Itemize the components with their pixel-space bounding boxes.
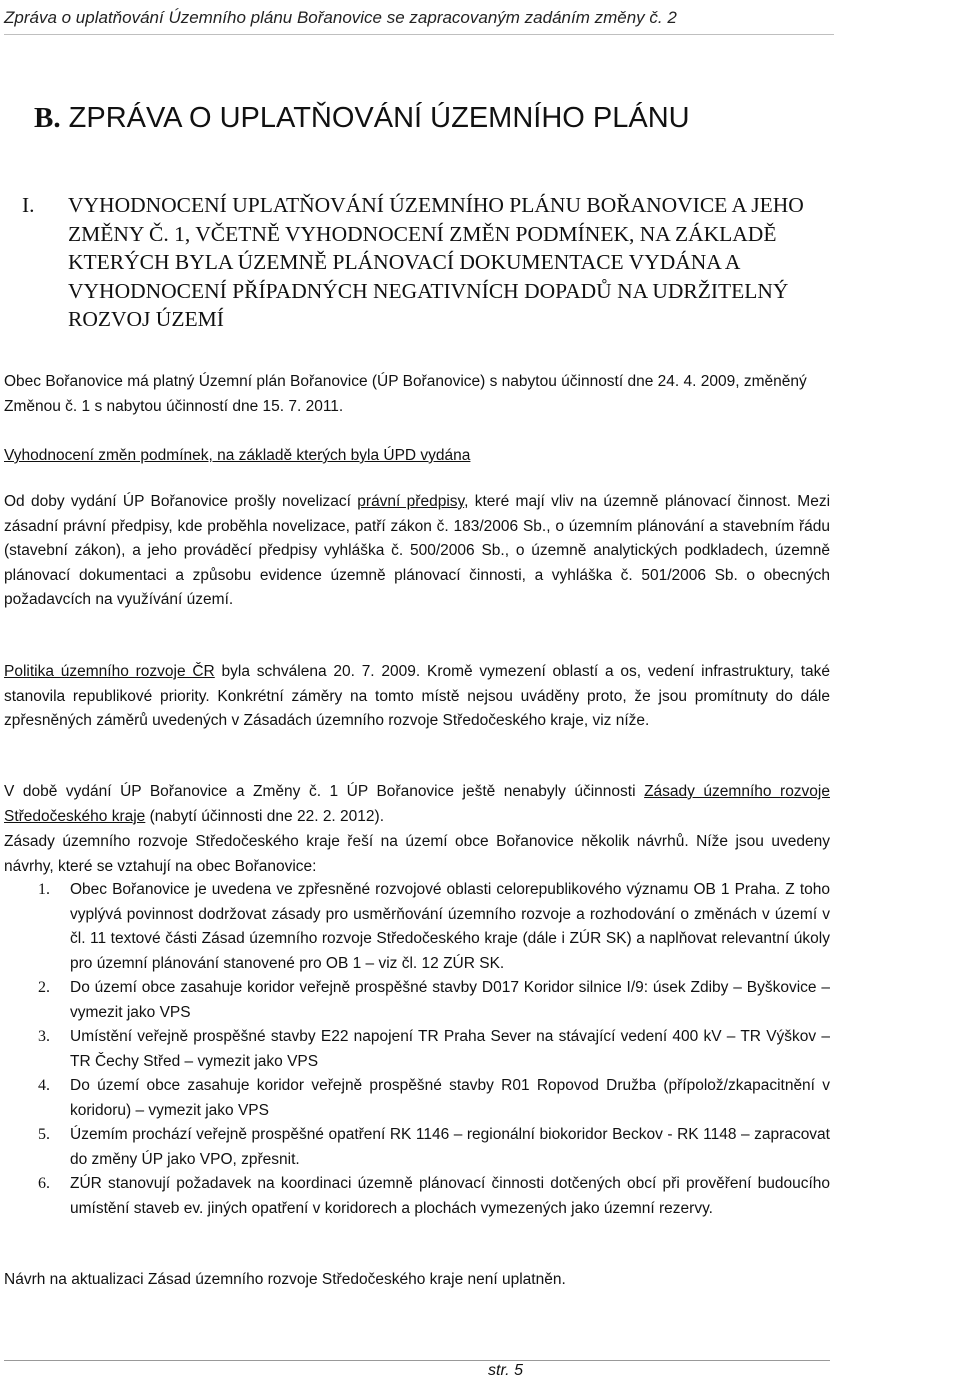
closing-paragraph: Návrh na aktualizaci Zásad územního rozvoje Středočeského kraje není uplatněn. xyxy=(4,1271,566,1288)
list-item xyxy=(4,1123,830,1172)
paragraph-legal-b: , které mají vliv na územně plánovací činnost. Mezi zásadní právní předpisy, kde proběhla novelizace, patří zákon č. 183/2006 Sb., o územním plánování a stavebním řádu (stavební zákon), a jeho prováděcí předpisy vyhláška č. 500/2006 Sb., o územně analytických podkladech, územně plánovací dokumentaci a způsobu evidence územně plánovací činnosti, a vyhláška č. 501/2006 Sb. o obecných požadavcích na využívání území. xyxy=(4,493,831,608)
page-number: str. 5 xyxy=(488,1362,523,1379)
list-marker: 1. xyxy=(38,881,50,898)
proposal-list xyxy=(4,878,830,1221)
list-item-text: ZÚR stanovují požadavek na koordinaci územně plánovací činnosti dotčených obcí při prověření budoucího umístění staveb ev. jiných opatření v koridorech a plochách vymezených jako územní rezervy. xyxy=(70,1175,830,1217)
list-item-text: Do území obce zasahuje koridor veřejně prospěšné stavby D017 Koridor silnice I/9: úsek Zdiby – Byškovice – vymezit jako VPS xyxy=(70,979,830,1021)
section-title: VYHODNOCENÍ UPLATŇOVÁNÍ ÚZEMNÍHO PLÁNU BOŘANOVICE A JEHO ZMĚNY Č. 1, VČETNĚ VYHODNOCENÍ ZMĚN PODMÍNEK, NA ZÁKLADĚ KTERÝCH BYLA ÚZEMNĚ PLÁNOVACÍ DOKUMENTACE VYDÁNA A VYHODNOCENÍ PŘÍPADNÝCH NEGATIVNÍCH DOPADŮ NA UDRŽITELNÝ ROZVOJ ÚZEMÍ xyxy=(68,193,804,331)
list-marker: 5. xyxy=(38,1126,50,1143)
list-marker: 6. xyxy=(38,1175,50,1192)
list-item-text: Umístění veřejně prospěšné stavby E22 napojení TR Praha Sever na stávající vedení 400 kV – TR Výškov – TR Čechy Střed – vymezit jako VPS xyxy=(70,1028,830,1070)
legal-regulations-link: právní předpisy xyxy=(357,493,465,510)
paragraph-legal xyxy=(4,490,830,613)
list-item xyxy=(4,976,830,1025)
list-marker: 4. xyxy=(38,1077,50,1094)
paragraph-zur-proposals: Zásady územního rozvoje Středočeského kraje řeší na území obce Bořanovice několik návrhů. Níže jsou uvedeny návrhy, které se vztahují na obec Bořanovice: xyxy=(4,833,830,875)
list-item-text: Územím prochází veřejně prospěšné opatření RK 1146 – regionální biokoridor Beckov - RK 1148 – zapracovat do změny ÚP jako VPO, zpřesnit. xyxy=(70,1126,830,1168)
running-header: Zpráva o uplatňování Územního plánu Bořanovice se zapracovaným zadáním změny č. 2 xyxy=(4,8,834,35)
zur-link: Zásady územního rozvoje Středočeského kraje xyxy=(4,783,830,825)
list-item xyxy=(4,1074,830,1123)
list-marker: 2. xyxy=(38,979,50,996)
list-item xyxy=(4,1025,830,1074)
paragraph-zur-b: (nabytí účinnosti dne 22. 2. 2012). xyxy=(145,807,384,825)
list-item xyxy=(4,1172,830,1221)
list-marker: 3. xyxy=(38,1028,50,1045)
pur-link: Politika územního rozvoje ČR xyxy=(4,663,215,680)
paragraph-zur xyxy=(4,780,830,829)
list-item xyxy=(4,878,830,976)
chapter-letter: B. xyxy=(34,102,61,134)
chapter-title-text: ZPRÁVA O UPLATŇOVÁNÍ ÚZEMNÍHO PLÁNU xyxy=(60,102,690,134)
intro-paragraph: Obec Bořanovice má platný Územní plán Bořanovice (ÚP Bořanovice) s nabytou účinností dne 24. 4. 2009, změněný Změnou č. 1 s nabytou účinností dne 15. 7. 2011. xyxy=(4,373,807,415)
list-item-text: Obec Bořanovice je uvedena ve zpřesněné rozvojové oblasti celorepublikového významu OB 1 Praha. Z toho vyplývá povinnost dodržovat zásady pro usměrňování územního rozvoje a rozhodování o změnách v území v čl. 11 textové části Zásad územního rozvoje Středočeského kraje (dále i ZÚR SK) a naplňovat relevantní úkoly pro územní plánování stanovené pro OB 1 – viz čl. 12 ZÚR SK. xyxy=(70,881,830,972)
chapter-title xyxy=(34,100,934,136)
paragraph-zur-a: V době vydání ÚP Bořanovice a Změny č. 1 ÚP Bořanovice ještě nenabyly účinnosti xyxy=(4,783,645,800)
section-number: I. xyxy=(22,193,35,217)
paragraph-pur xyxy=(4,660,830,734)
section-heading xyxy=(22,191,822,334)
paragraph-pur-b: byla schválena 20. 7. 2009. Kromě vymezení oblastí a os, vedení infrastruktury, také stanovila republikové priority. Konkrétní záměry na tomto místě nejsou uváděny proto, že jsou promítnuty do dále zpřesněných záměrů uvedených v Zásadách územního rozvoje Středočeského kraje, viz níže. xyxy=(4,663,831,729)
paragraph-legal-a: Od doby vydání ÚP Bořanovice prošly novelizací xyxy=(4,493,358,510)
list-item-text: Do území obce zasahuje koridor veřejně prospěšné stavby R01 Ropovod Družba (přípolož/zkapacitnění v koridoru) – vymezit jako VPS xyxy=(70,1077,830,1119)
subheading: Vyhodnocení změn podmínek, na základě kterých byla ÚPD vydána xyxy=(4,447,471,464)
footer-divider xyxy=(4,1360,830,1361)
